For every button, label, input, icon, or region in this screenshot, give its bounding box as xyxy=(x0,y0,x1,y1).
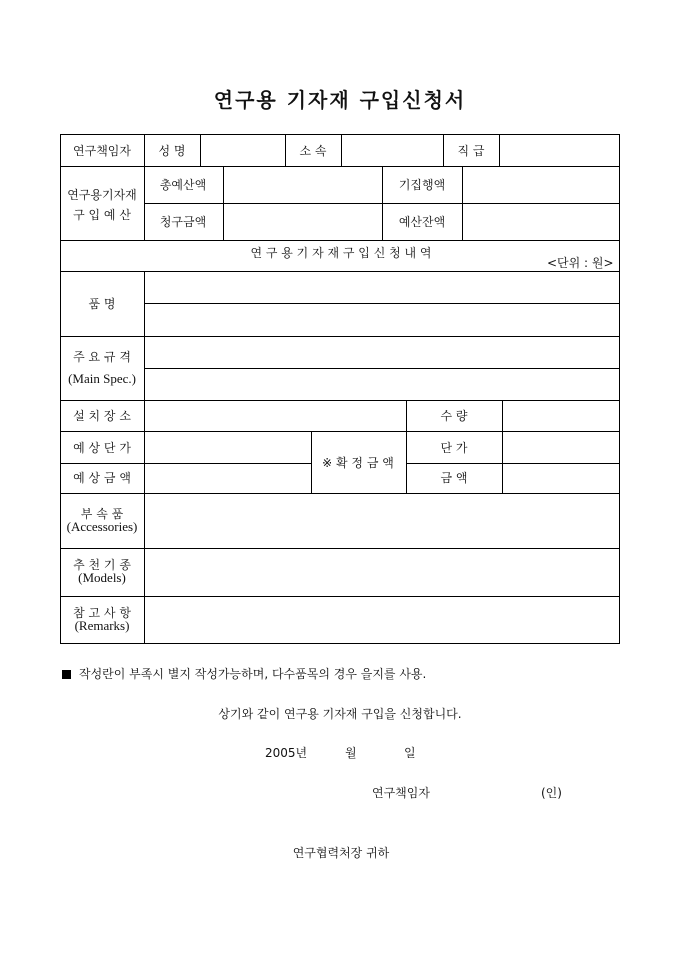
unit-price-label: 단 가 xyxy=(440,441,468,455)
row-divider xyxy=(60,240,620,241)
col-divider xyxy=(462,166,463,240)
col-divider xyxy=(223,166,224,240)
name-label: 성 명 xyxy=(158,144,186,158)
executed-label: 기집행액 xyxy=(398,178,446,192)
models-label: 추 천 기 종 xyxy=(73,558,131,572)
est-amount-label: 예 상 금 액 xyxy=(73,471,131,485)
col-divider xyxy=(406,400,407,493)
unit-label: <단위 : 원> xyxy=(547,256,614,270)
confirmed-amount-label: ※ 확 정 금 액 xyxy=(322,456,394,470)
remarks-label-en: (Remarks) xyxy=(74,618,130,633)
details-heading: 연 구 용 기 자 재 구 입 신 청 내 역 xyxy=(250,246,432,260)
budget-label-2: 구 입 예 산 xyxy=(73,208,131,222)
models-label-en: (Models) xyxy=(78,570,126,585)
position-label: 직 급 xyxy=(457,144,485,158)
note-bullet-icon xyxy=(62,670,71,679)
date-month: 월 xyxy=(345,746,357,760)
seal-mark: (인) xyxy=(541,786,562,800)
col-divider xyxy=(311,431,312,493)
col-divider xyxy=(144,271,145,644)
col-divider xyxy=(499,134,500,166)
spec-label-en: (Main Spec.) xyxy=(68,371,136,386)
signer-label: 연구책임자 xyxy=(372,786,430,800)
amount-label: 금 액 xyxy=(440,471,468,485)
date-day: 일 xyxy=(404,746,416,760)
researcher-label: 연구책임자 xyxy=(73,144,131,158)
budget-label-1: 연구용기자재 xyxy=(67,188,137,202)
col-divider xyxy=(200,134,201,166)
col-divider xyxy=(382,166,383,240)
spec-label: 주 요 규 격 xyxy=(73,350,131,364)
row-divider xyxy=(144,368,620,369)
row-divider xyxy=(60,463,311,464)
affiliation-label: 소 속 xyxy=(299,144,327,158)
row-divider xyxy=(144,303,620,304)
product-label: 품 명 xyxy=(88,297,116,311)
col-divider xyxy=(144,134,145,240)
col-divider xyxy=(502,400,503,493)
col-divider xyxy=(341,134,342,166)
install-place-label: 설 치 장 소 xyxy=(73,409,131,423)
col-divider xyxy=(443,134,444,166)
claim-amount-label: 청구금액 xyxy=(159,215,207,229)
est-price-label: 예 상 단 가 xyxy=(73,441,131,455)
note-text: 작성란이 부족시 별지 작성가능하며, 다수품목의 경우 을지를 사용. xyxy=(79,667,427,681)
col-divider xyxy=(285,134,286,166)
total-budget-label: 총예산액 xyxy=(159,178,207,192)
apply-statement: 상기와 같이 연구용 기자재 구입을 신청합니다. xyxy=(218,707,462,721)
form-title: 연구용 기자재 구입신청서 xyxy=(213,88,467,112)
accessories-label: 부 속 품 xyxy=(80,507,124,521)
recipient-label: 연구협력처장 귀하 xyxy=(292,846,390,860)
remarks-label: 참 고 사 항 xyxy=(73,606,131,620)
date-year: 2005년 xyxy=(265,746,308,760)
row-divider xyxy=(406,463,620,464)
balance-label: 예산잔액 xyxy=(398,215,446,229)
accessories-label-en: (Accessories) xyxy=(66,519,138,534)
quantity-label: 수 량 xyxy=(440,409,468,423)
